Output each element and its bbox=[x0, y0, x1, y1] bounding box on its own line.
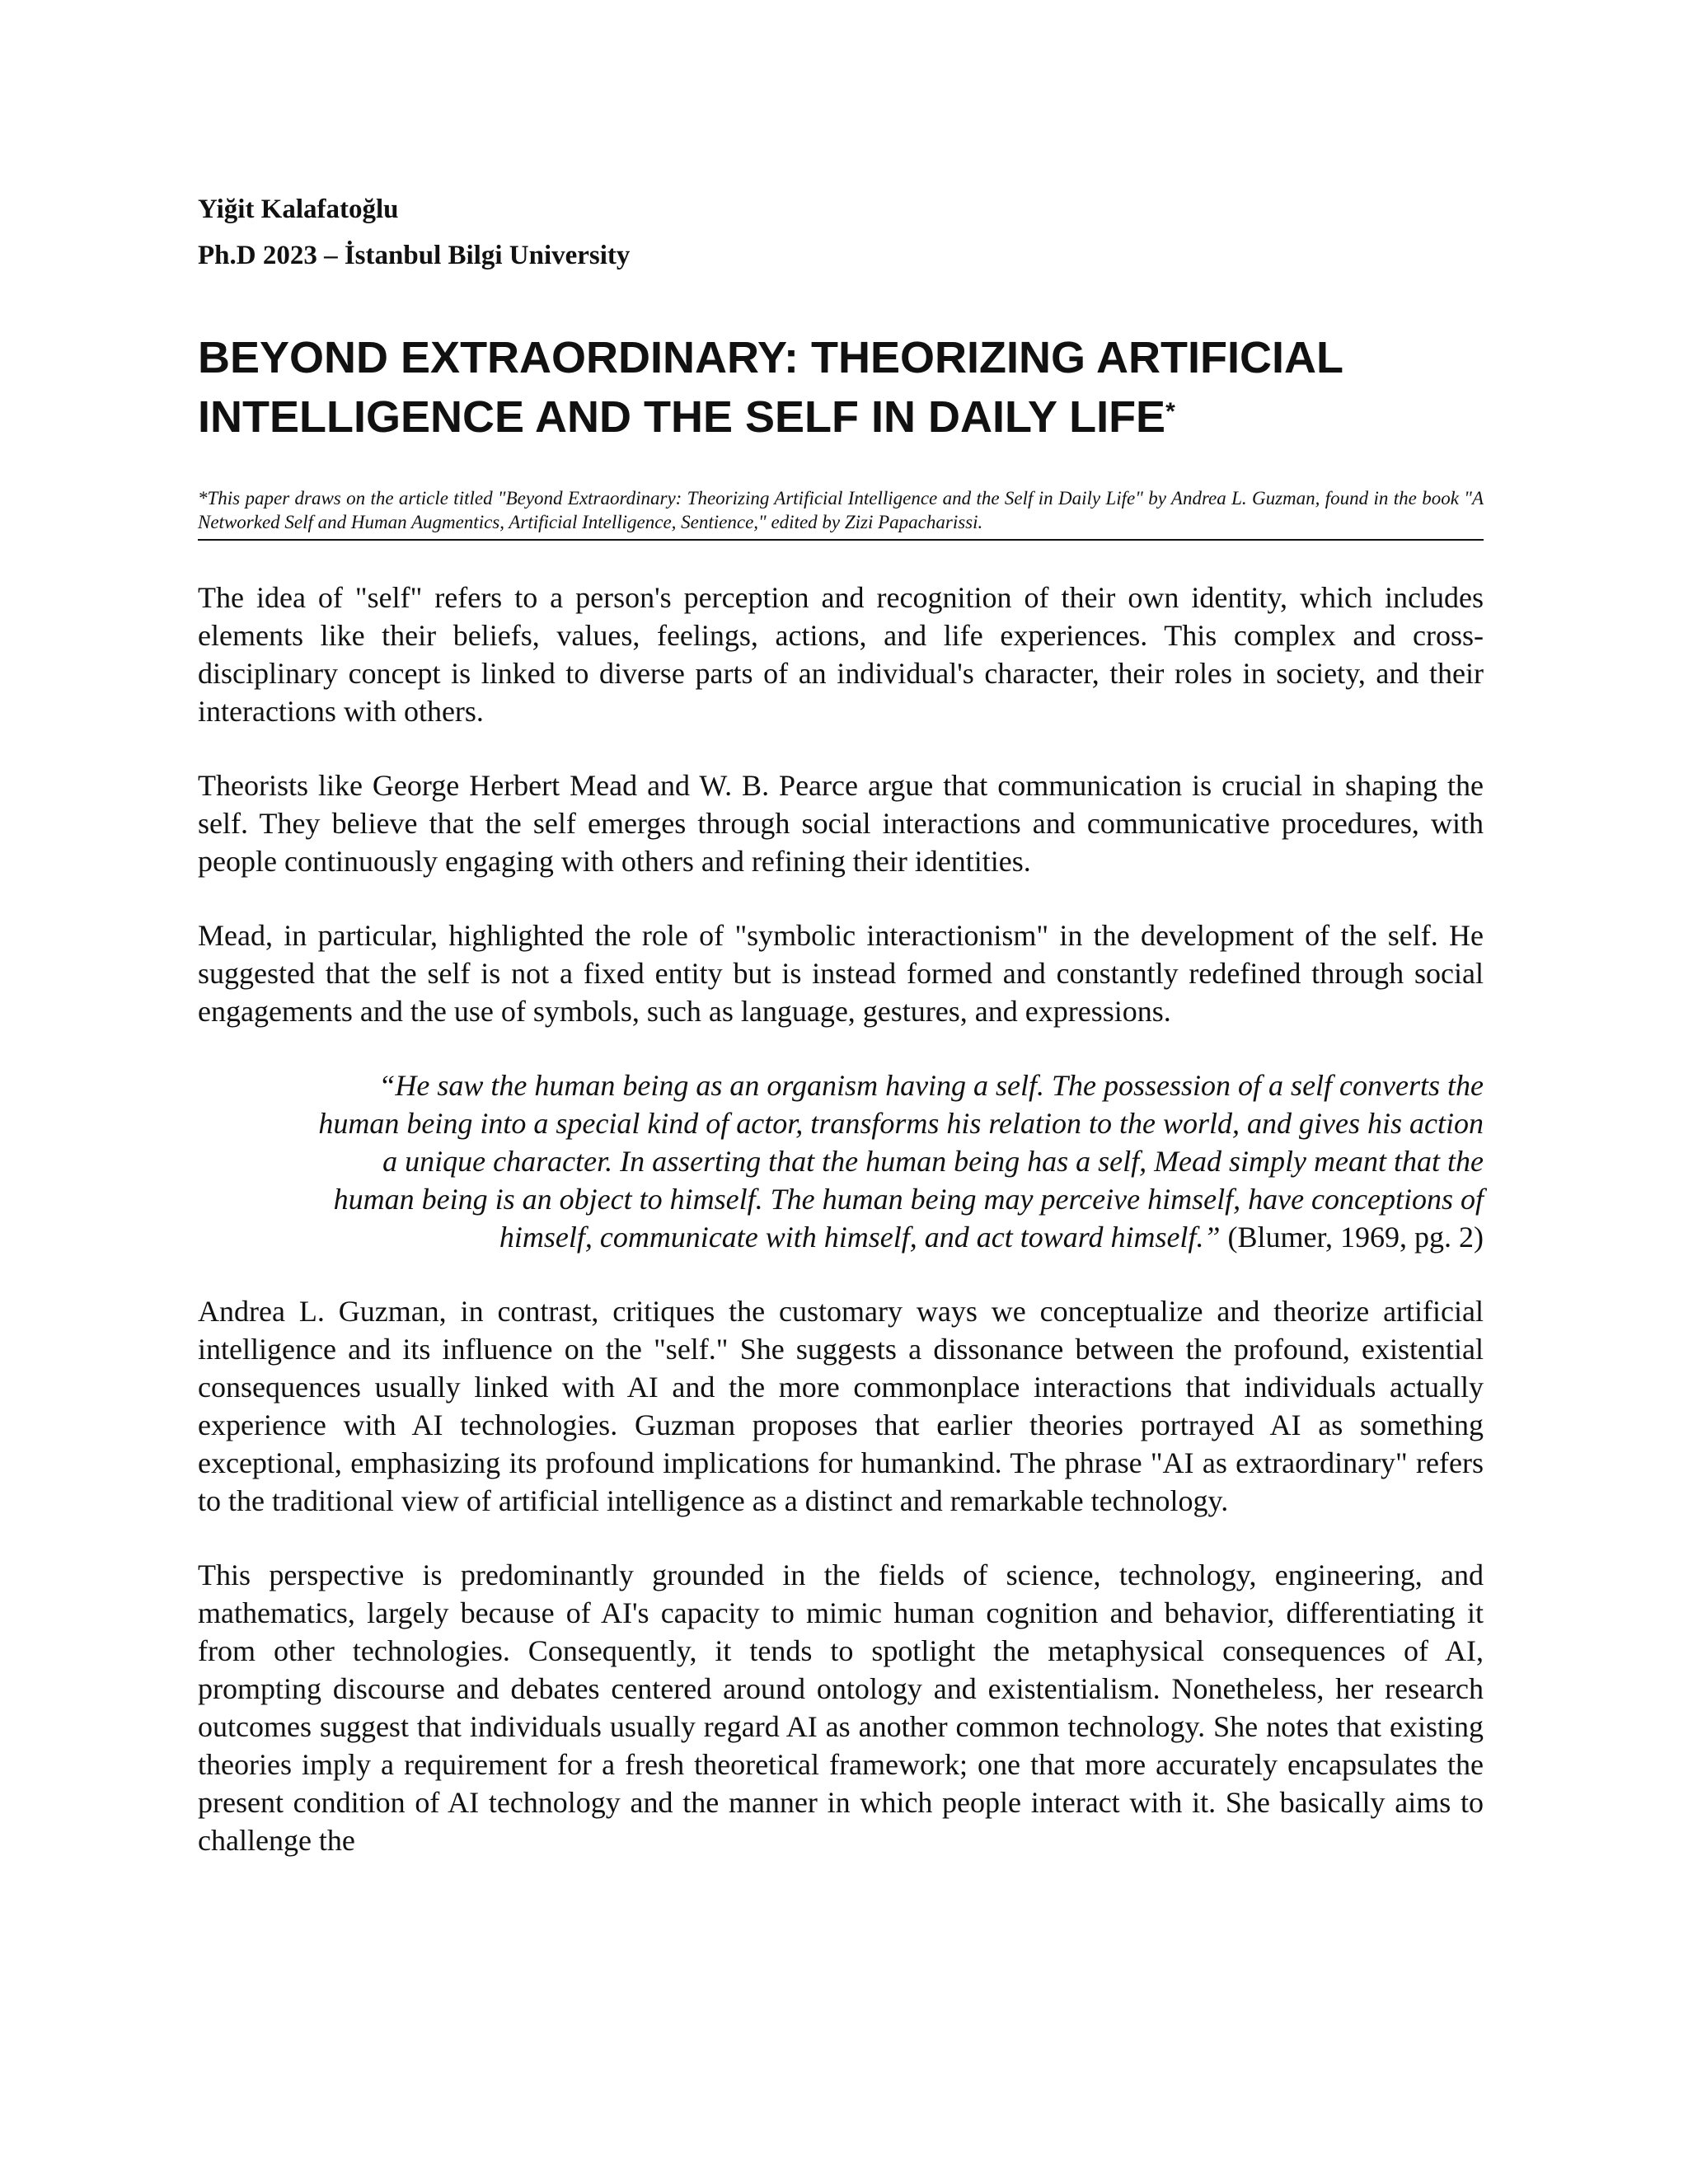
paper-title-text: BEYOND EXTRAORDINARY: THEORIZING ARTIFICIAL INTELLIGENCE AND THE SELF IN DAILY LIFE bbox=[198, 333, 1343, 442]
author-affiliation: Ph.D 2023 – İstanbul Bilgi University bbox=[198, 241, 631, 270]
body-paragraph-5: This perspective is predominantly grounded in the fields of science, technology, engineering, and mathematics, largely because of AI's capacity to mimic human cognition and behavior, differentiating it from other technologies. Consequently, it tends to spotlight the metaphysical consequences of AI, prompting discourse and debates centered around ontology and existentialism. Nonetheless, her research outcomes suggest that individuals usually regard AI as another common technology. She notes that existing theories imply a requirement for a fresh theoretical framework; one that more accurately encapsulates the present condition of AI technology and the manner in which people interact with it. She basically aims to challenge the bbox=[198, 1558, 1484, 1857]
body-paragraph-2: Theorists like George Herbert Mead and W. B. Pearce argue that communication is crucial in shaping the self. They believe that the self emerges through social interactions and communicative procedures, with people continuously engaging with others and refining their identities. bbox=[198, 769, 1484, 878]
document-page bbox=[198, 191, 1484, 1859]
author-name: Yiğit Kalafatoğlu bbox=[198, 194, 399, 224]
body-paragraph-4: Andrea L. Guzman, in contrast, critiques the customary ways we conceptualize and theorize artificial intelligence and its influence on the "self." She suggests a dissonance between the profound, existential consequences usually linked with AI and the more commonplace interactions that individuals actually experience with AI technologies. Guzman proposes that earlier theories portrayed AI as something exceptional, emphasizing its profound implications for humankind. The phrase "AI as extraordinary" refers to the traditional view of artificial intelligence as a distinct and remarkable technology. bbox=[198, 1295, 1484, 1517]
footnote-marker: * bbox=[1165, 398, 1175, 425]
body-paragraph-3: Mead, in particular, highlighted the role of "symbolic interactionism" in the development of the self. He suggested that the self is not a fixed entity but is instead formed and constantly redefined through social engagements and the use of symbols, such as language, gestures, and expressions. bbox=[198, 919, 1484, 1028]
paper-title bbox=[198, 328, 1484, 447]
body-paragraph-1: The idea of "self" refers to a person's perception and recognition of their own identity, which includes elements like their beliefs, values, feelings, actions, and life experiences. This complex and cross-disciplinary concept is linked to diverse parts of an individual's character, their roles in society, and their interactions with others. bbox=[198, 581, 1484, 728]
block-quote bbox=[297, 1066, 1484, 1256]
title-footnote: *This paper draws on the article titled "Beyond Extraordinary: Theorizing Artificial Intelligence and the Self in Daily Life" by Andrea L. Guzman, found in the book "A Networked Self and Human Augmentics, Artificial Intelligence, Sentience," edited by Zizi Papacharissi. bbox=[198, 486, 1484, 541]
block-quote-text: “He saw the human being as an organism having a self. The possession of a self converts the human being into a special kind of actor, transforms his relation to the world, and gives his action a unique character. In asserting that the human being has a self, Mead simply meant that the human being is an object to himself. The human being may perceive himself, have conceptions of himself, communicate with himself, and act toward himself.” bbox=[318, 1069, 1484, 1254]
block-quote-citation: (Blumer, 1969, pg. 2) bbox=[1220, 1221, 1484, 1254]
